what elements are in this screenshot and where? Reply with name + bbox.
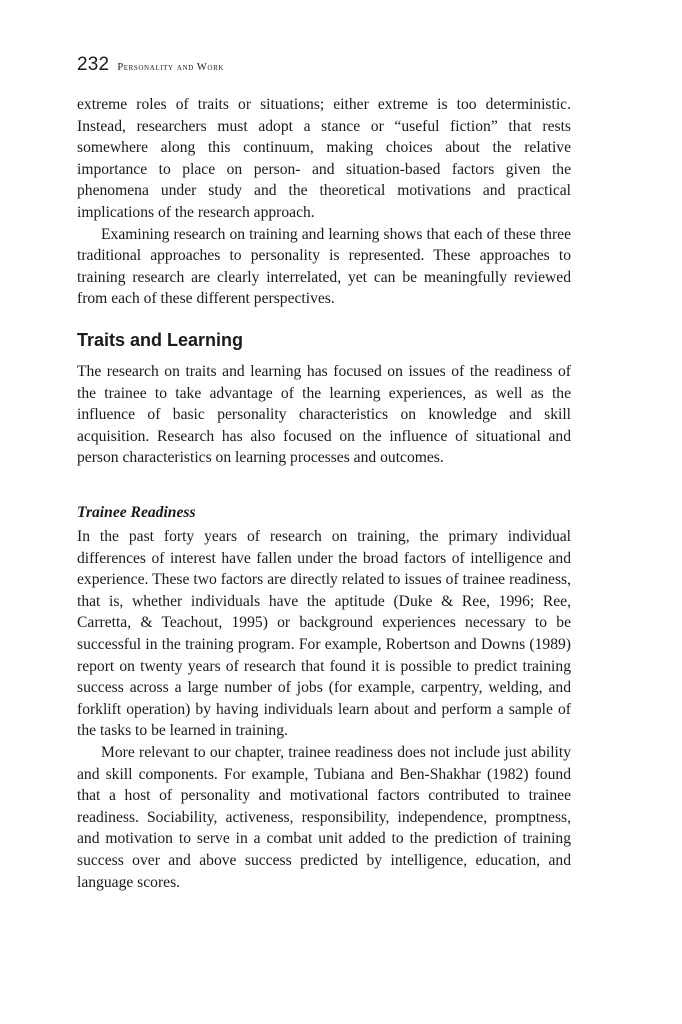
section-block [77,361,571,469]
subsection-block [77,526,571,893]
subsection-paragraph-2: More relevant to our chapter, trainee readiness does not include just ability and skill components. For example, Tubiana and Ben-Shakhar (1982) found that a host of personality and motivational factors contributed to trainee readiness. Sociability, activeness, responsibility, independence, promptness, and motivation to serve in a combat unit added to the prediction of training success over and above success predicted by intelligence, education, and language scores. [77,743,571,891]
intro-paragraph-1: extreme roles of traits or situations; either extreme is too deterministic. Instead, researchers must adopt a stance or “useful fiction” that rests somewhere along this continuum, making choices about the relative importance to place on person- and situation-based factors given the phenomena under study and the theoretical motivations and practical implications of the research approach. [77,96,571,221]
running-head [77,54,224,76]
intro-paragraph-2: Examining research on training and learning shows that each of these three traditional approaches to personality is represented. These approaches to training research are clearly interrelated, yet can be meaningfully reviewed from each of these different perspectives. [77,225,571,308]
section-paragraph-1: The research on traits and learning has focused on issues of the readiness of the trainee to take advantage of the learning experiences, as well as the influence of basic personality characteristics on knowledge and skill acquisition. Research has also focused on the influence of situational and person characteristics on learning processes and outcomes. [77,363,571,467]
section-heading: Traits and Learning [77,330,244,350]
subsection-heading: Trainee Readiness [77,504,196,521]
subsection-paragraph-1: In the past forty years of research on training, the primary individual differences of interest have fallen under the broad factors of intelligence and experience. These two factors are directly related to issues of trainee readiness, that is, whether individuals have the aptitude (Duke & Ree, 1996; Ree, Carretta, & Teachout, 1995) or background experiences necessary to be successful in the training program. For example, Robertson and Downs (1989) report on twenty years of research that found it is possible to predict training success across a large number of jobs (for example, carpentry, welding, and forklift operation) by having individuals learn about and perform a sample of the tasks to be learned in training. [77,528,571,740]
running-head-title: Personality and Work [117,62,225,73]
intro-block [77,94,571,310]
page-number: 232 [77,54,110,75]
